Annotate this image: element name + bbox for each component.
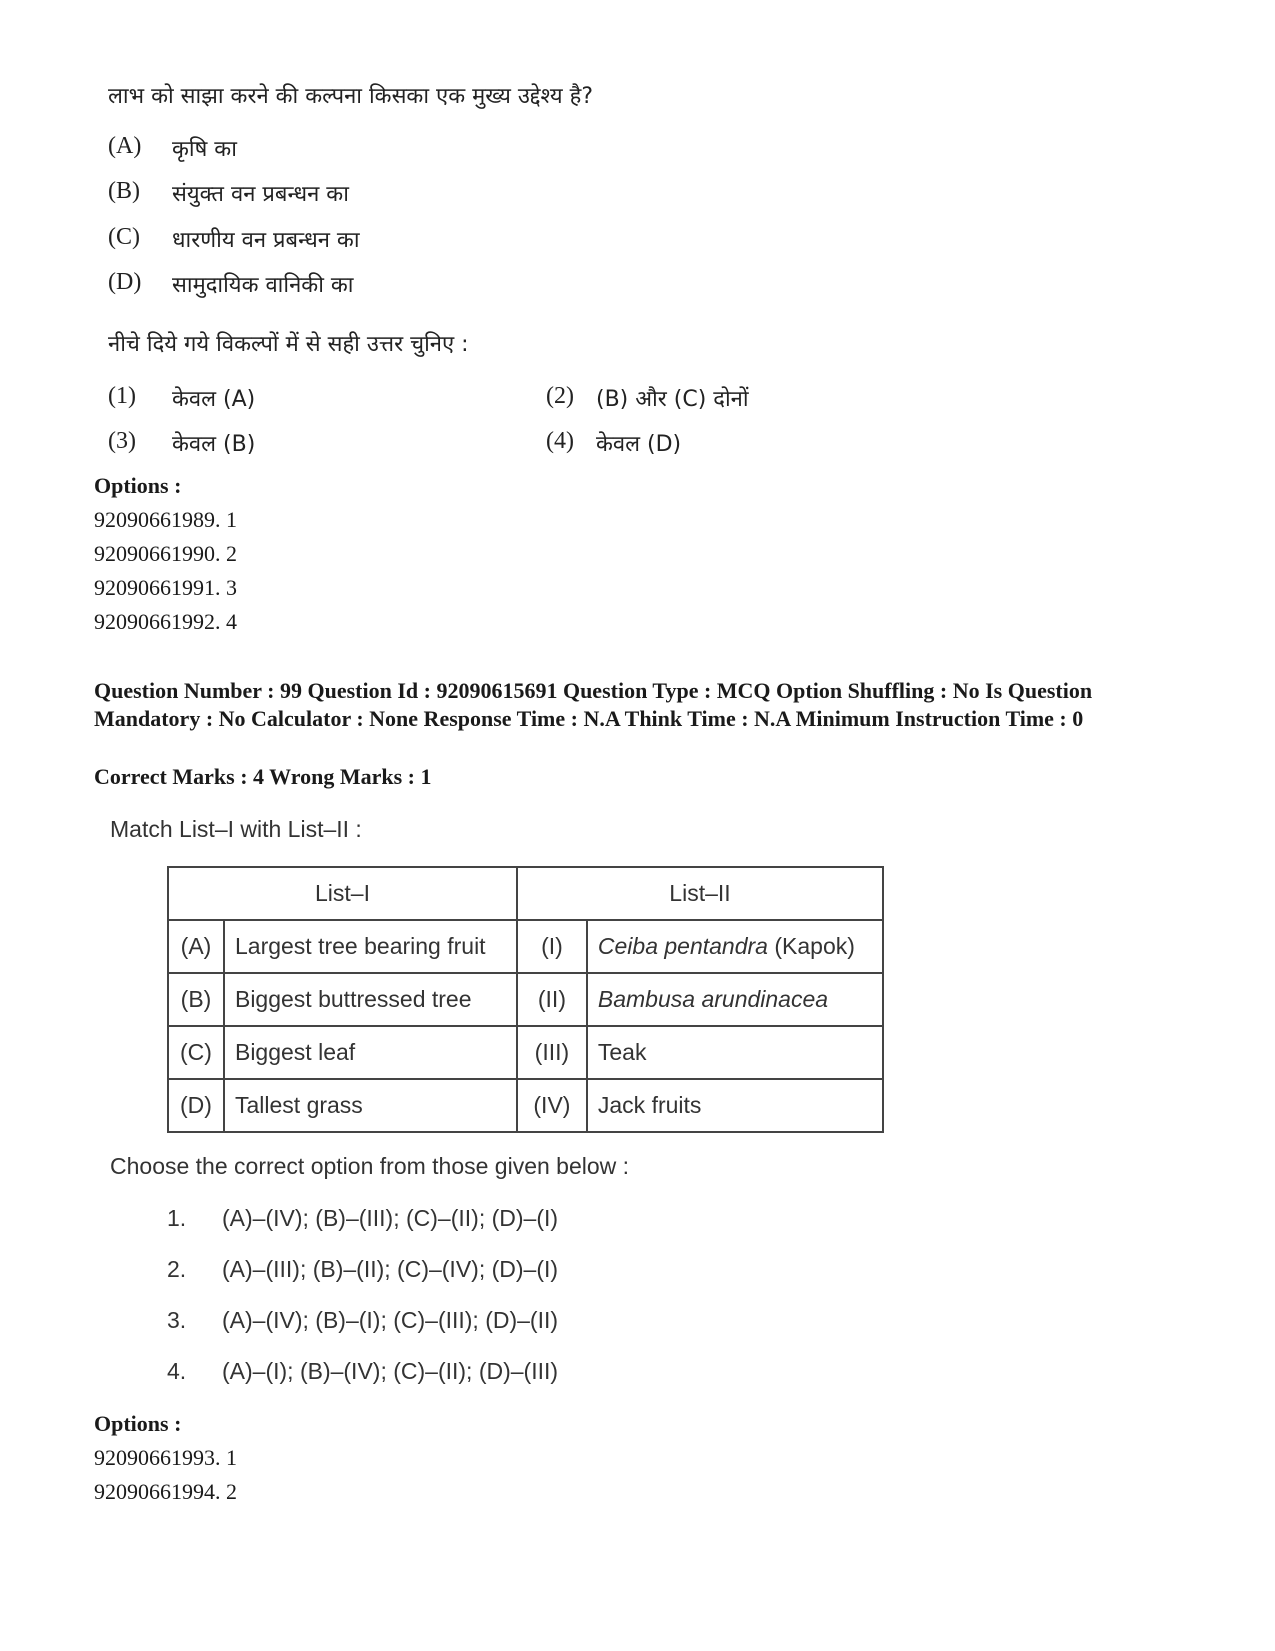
table-header-row <box>168 867 883 920</box>
option-item: 92090661994. 2 <box>94 1479 237 1504</box>
list-2-label: (III) <box>517 1026 587 1079</box>
choice-number: 1. <box>167 1205 187 1231</box>
list-1-item: Largest tree bearing fruit <box>224 920 517 973</box>
option-item: 92090661990. 2 <box>94 541 237 566</box>
choose-prompt: Choose the correct option from those given below : <box>110 1153 630 1179</box>
list-2-header: List–II <box>517 867 883 920</box>
options-heading: Options : <box>94 473 182 498</box>
statement-label: (D) <box>108 269 142 295</box>
common-name: Jack fruits <box>597 1092 702 1118</box>
choice-number: 4. <box>167 1358 187 1384</box>
statement-label: (C) <box>108 224 140 250</box>
table-row <box>168 1079 883 1132</box>
table-row <box>168 1026 883 1079</box>
statement-label: (A) <box>108 133 142 159</box>
answer-text: केवल (D) <box>596 432 682 457</box>
common-name: (Kapok) <box>767 933 855 959</box>
common-name: Teak <box>597 1039 647 1065</box>
list-1-item: Biggest leaf <box>224 1026 517 1079</box>
statement-text: सामुदायिक वानिकी का <box>172 273 354 298</box>
list-2-item <box>587 1079 883 1132</box>
match-table <box>167 866 884 1133</box>
list-1-item: Biggest buttressed tree <box>224 973 517 1026</box>
list-2-item <box>587 1026 883 1079</box>
choice-number: 2. <box>167 1256 187 1282</box>
options-heading: Options : <box>94 1411 182 1436</box>
answer-label: (4) <box>546 428 574 454</box>
list-2-item <box>587 920 883 973</box>
statement-text: धारणीय वन प्रबन्धन का <box>172 228 360 253</box>
choice-text: (A)–(IV); (B)–(III); (C)–(II); (D)–(I) <box>222 1205 559 1231</box>
list-1-label: (D) <box>168 1079 224 1132</box>
list-1-label: (B) <box>168 973 224 1026</box>
answer-label: (2) <box>546 383 574 409</box>
list-2-label: (IV) <box>517 1079 587 1132</box>
option-item: 92090661993. 1 <box>94 1445 237 1470</box>
statement-text: संयुक्त वन प्रबन्धन का <box>172 182 349 207</box>
answer-text: (B) और (C) दोनों <box>596 387 749 412</box>
option-item: 92090661992. 4 <box>94 609 237 634</box>
option-item: 92090661991. 3 <box>94 575 237 600</box>
table-row <box>168 973 883 1026</box>
list-1-header: List–I <box>168 867 517 920</box>
marks-line: Correct Marks : 4 Wrong Marks : 1 <box>94 764 432 789</box>
statement-label: (B) <box>108 178 140 204</box>
option-item: 92090661989. 1 <box>94 507 237 532</box>
table-row <box>168 920 883 973</box>
question-meta: Question Number : 99 Question Id : 92090615691 Question Type : MCQ Option Shuffling : No Is Question Mandatory : No Calculator : None Response Time : N.A Think Time : N.A Minimum Instruction Time : 0 <box>94 678 1093 731</box>
list-1-item: Tallest grass <box>224 1079 517 1132</box>
species-name: Bambusa arundinacea <box>597 986 829 1012</box>
list-2-item <box>587 973 883 1026</box>
answer-text: केवल (A) <box>172 387 256 412</box>
match-instruction: Match List–I with List–II : <box>110 816 362 842</box>
choice-text: (A)–(III); (B)–(II); (C)–(IV); (D)–(I) <box>222 1256 559 1282</box>
choice-number: 3. <box>167 1307 187 1333</box>
list-2-label: (I) <box>517 920 587 973</box>
species-name: Ceiba pentandra <box>597 933 768 959</box>
options-block <box>94 469 237 639</box>
answer-label: (1) <box>108 383 136 409</box>
answer-label: (3) <box>108 428 136 454</box>
statement-text: कृषि का <box>172 137 237 162</box>
list-1-label: (A) <box>168 920 224 973</box>
answer-text: केवल (B) <box>172 432 256 457</box>
list-1-label: (C) <box>168 1026 224 1079</box>
choice-text: (A)–(IV); (B)–(I); (C)–(III); (D)–(II) <box>222 1307 559 1333</box>
question-stem: लाभ को साझा करने की कल्पना किसका एक मुख्य उद्देश्य है? <box>108 84 594 109</box>
answer-prompt: नीचे दिये गये विकल्पों में से सही उत्तर चुनिए : <box>108 332 469 357</box>
options-block <box>94 1407 237 1509</box>
list-2-label: (II) <box>517 973 587 1026</box>
choice-text: (A)–(I); (B)–(IV); (C)–(II); (D)–(III) <box>222 1358 559 1384</box>
